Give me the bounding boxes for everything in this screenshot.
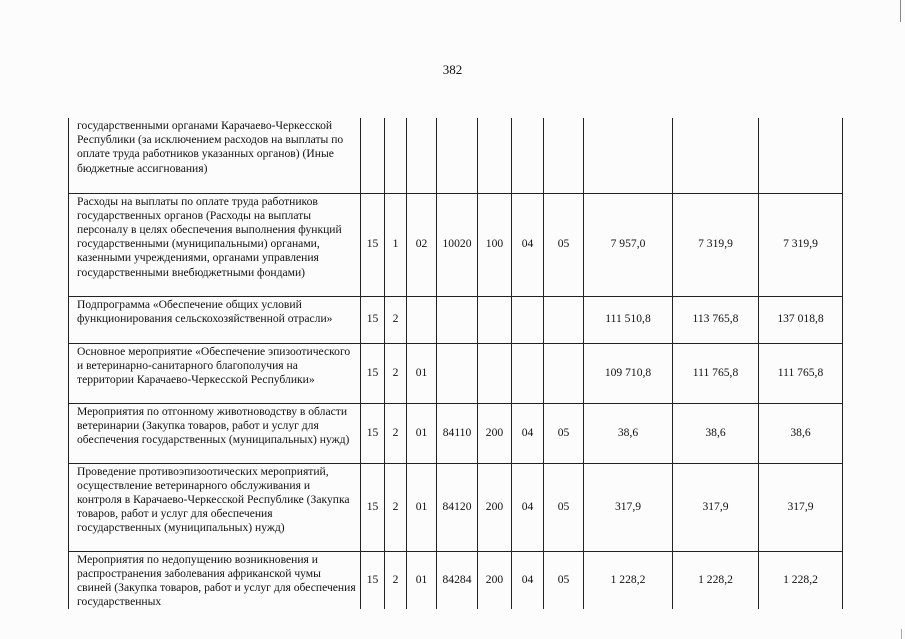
cell-expense-type — [478, 296, 512, 343]
page-number: 382 — [442, 62, 463, 77]
cell-amount-year1: 317,9 — [584, 463, 673, 551]
cell-amount-year3: 111 765,8 — [759, 343, 843, 403]
row-name: Расходы на выплаты по оплате труда работников государственных органов (Расходы на выплаты персоналу в целях обеспечения выполнения функций государственными (муниципальными) органами, казенными учреждениями, органами управления государственными внебюджетными фондами) — [69, 193, 361, 296]
row-name: Мероприятия по отгонному животноводству в области ветеринарии (Закупка товаров, работ и услуг для обеспечения государственных (муниципальных) нужд) — [69, 403, 361, 463]
cell-subsection: 05 — [544, 463, 584, 551]
cell-amount-year1: 7 957,0 — [584, 193, 673, 296]
cell-program-code: 2 — [385, 343, 407, 403]
cell-subprogram-code: 01 — [407, 463, 437, 551]
table-row — [69, 193, 843, 296]
cell-admin-code: 15 — [361, 403, 385, 463]
cell-expense-type — [478, 118, 512, 193]
scan-edge-mark-bottom — [901, 629, 905, 639]
cell-admin-code: 15 — [361, 296, 385, 343]
cell-amount-year2: 111 765,8 — [673, 343, 759, 403]
cell-subprogram-code — [407, 118, 437, 193]
cell-expense-type: 200 — [478, 551, 512, 609]
cell-subprogram-code: 01 — [407, 403, 437, 463]
cell-subsection — [544, 118, 584, 193]
cell-amount-year1: 111 510,8 — [584, 296, 673, 343]
cell-amount-year1: 38,6 — [584, 403, 673, 463]
row-name: Проведение противоэпизоотических мероприятий, осуществление ветеринарного обслуживания и контроля в Карачаево-Черкесской Республике (Закупка товаров, работ и услуг для обеспечения государственных (муниципальных) нужд) — [69, 463, 361, 551]
cell-direction-code — [437, 118, 478, 193]
cell-subprogram-code: 02 — [407, 193, 437, 296]
cell-amount-year1: 1 228,2 — [584, 551, 673, 609]
cell-section — [512, 296, 544, 343]
cell-section: 04 — [512, 551, 544, 609]
cell-amount-year3: 317,9 — [759, 463, 843, 551]
cell-admin-code: 15 — [361, 193, 385, 296]
cell-admin-code: 15 — [361, 463, 385, 551]
table-body — [69, 118, 843, 609]
row-name: Подпрограмма «Обеспечение общих условий функционирования сельскохозяйственной отрасли» — [69, 296, 361, 343]
cell-amount-year2: 317,9 — [673, 463, 759, 551]
cell-amount-year2 — [673, 118, 759, 193]
table-row — [69, 118, 843, 193]
cell-program-code: 2 — [385, 403, 407, 463]
cell-direction-code: 84110 — [437, 403, 478, 463]
cell-amount-year2: 38,6 — [673, 403, 759, 463]
cell-expense-type — [478, 343, 512, 403]
cell-subprogram-code: 01 — [407, 551, 437, 609]
cell-program-code: 2 — [385, 296, 407, 343]
table-row — [69, 551, 843, 609]
cell-direction-code — [437, 343, 478, 403]
cell-amount-year3: 7 319,9 — [759, 193, 843, 296]
cell-section — [512, 118, 544, 193]
cell-expense-type: 200 — [478, 463, 512, 551]
cell-admin-code — [361, 118, 385, 193]
cell-section: 04 — [512, 463, 544, 551]
scan-edge-mark — [900, 0, 905, 22]
cell-subsection — [544, 343, 584, 403]
row-name: Мероприятия по недопущению возникновения и распространения заболевания африканской чумы свиней (Закупка товаров, работ и услуг для обеспечения государственных — [69, 551, 361, 609]
table-row — [69, 343, 843, 403]
cell-subsection: 05 — [544, 551, 584, 609]
cell-direction-code: 84120 — [437, 463, 478, 551]
cell-expense-type: 100 — [478, 193, 512, 296]
cell-amount-year2: 113 765,8 — [673, 296, 759, 343]
cell-program-code — [385, 118, 407, 193]
cell-direction-code: 10020 — [437, 193, 478, 296]
cell-program-code: 2 — [385, 463, 407, 551]
cell-subprogram-code: 01 — [407, 343, 437, 403]
cell-amount-year3 — [759, 118, 843, 193]
cell-direction-code — [437, 296, 478, 343]
table-row — [69, 403, 843, 463]
row-name: государственными органами Карачаево-Черкесской Республики (за исключением расходов на выплаты по оплате труда работников указанных органов) (Иные бюджетные ассигнования) — [69, 118, 361, 193]
cell-admin-code: 15 — [361, 551, 385, 609]
cell-subsection: 05 — [544, 403, 584, 463]
table-row — [69, 463, 843, 551]
row-name: Основное мероприятие «Обеспечение эпизоотического и ветеринарно-санитарного благополучия на территории Карачаево-Черкесской Республики» — [69, 343, 361, 403]
budget-table — [68, 118, 843, 609]
cell-amount-year1 — [584, 118, 673, 193]
cell-program-code: 1 — [385, 193, 407, 296]
cell-direction-code: 84284 — [437, 551, 478, 609]
cell-subsection: 05 — [544, 193, 584, 296]
cell-program-code: 2 — [385, 551, 407, 609]
cell-amount-year3: 38,6 — [759, 403, 843, 463]
cell-amount-year3: 1 228,2 — [759, 551, 843, 609]
cell-admin-code: 15 — [361, 343, 385, 403]
cell-section: 04 — [512, 193, 544, 296]
cell-amount-year2: 7 319,9 — [673, 193, 759, 296]
table-row — [69, 296, 843, 343]
cell-amount-year3: 137 018,8 — [759, 296, 843, 343]
cell-expense-type: 200 — [478, 403, 512, 463]
cell-section — [512, 343, 544, 403]
cell-subprogram-code — [407, 296, 437, 343]
cell-section: 04 — [512, 403, 544, 463]
cell-amount-year1: 109 710,8 — [584, 343, 673, 403]
cell-subsection — [544, 296, 584, 343]
cell-amount-year2: 1 228,2 — [673, 551, 759, 609]
